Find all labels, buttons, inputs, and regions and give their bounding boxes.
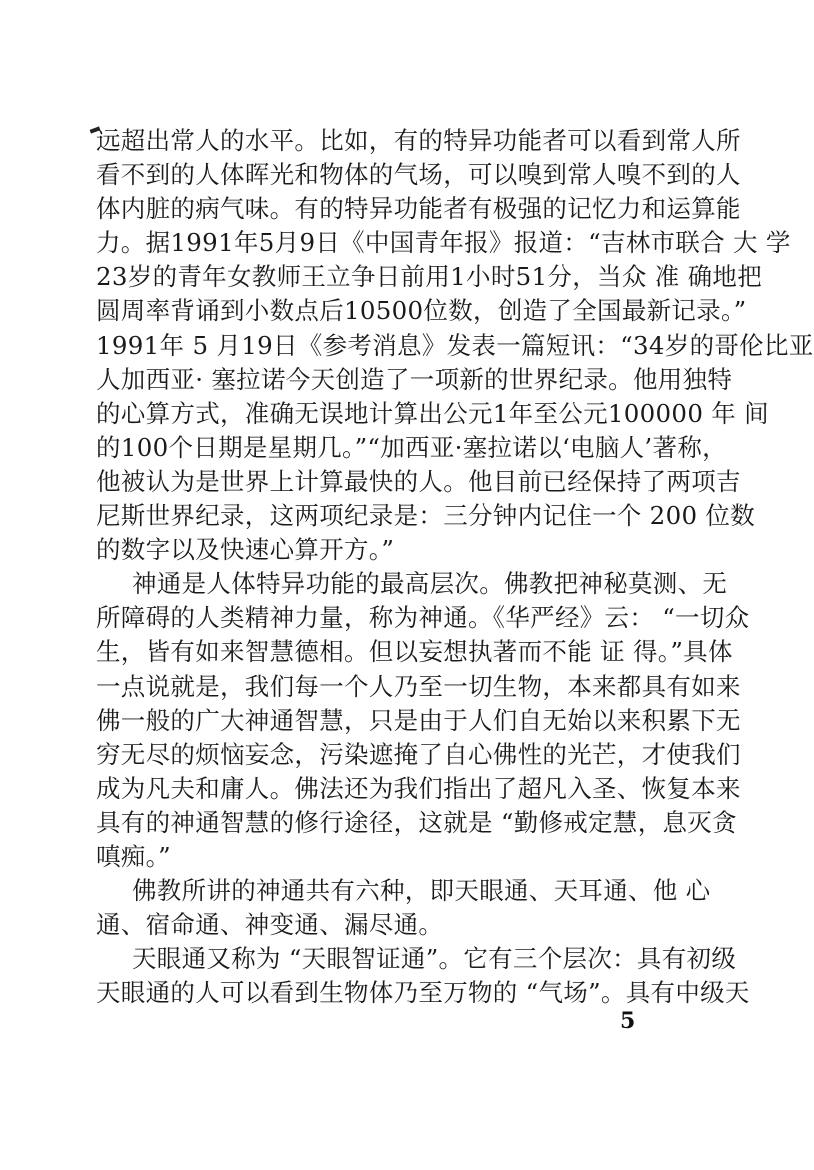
text-line: 具有的神通智慧的修行途径，这就是 “勤修戒定慧，息灭贪 (96, 807, 737, 837)
text-line: 圆周率背诵到小数点后10500位数，创造了全国最新记录。” (96, 296, 747, 326)
text-line: 人加西亚· 塞拉诺今天创造了一项新的世界纪录。他用独特 (96, 364, 733, 394)
text-line: 他被认为是世界上计算最快的人。他目前已经保持了两项吉 (96, 466, 741, 496)
text-line: 天眼通又称为 “天眼智证通”。它有三个层次：具有初级 (132, 944, 737, 974)
text-line: 神通是人体特异功能的最高层次。佛教把神秘莫测、无 (132, 569, 728, 599)
text-line: 23岁的青年女教师王立争日前用1小时51分，当众 准 确地把 (96, 262, 763, 292)
text-line: 生，皆有如来智慧德相。但以妄想执著而不能 证 得。”具体 (96, 637, 733, 667)
text-line: 通、宿命通、神变通、漏尽通。 (96, 910, 444, 940)
text-line: 佛教所讲的神通共有六种，即天眼通、天耳通、他 心 (132, 876, 711, 906)
text-line: 看不到的人体晖光和物体的气场，可以嗅到常人嗅不到的人 (96, 160, 741, 190)
page-body (96, 124, 814, 1010)
text-line: 体内脏的病气味。有的特异功能者有极强的记忆力和运算能 (96, 194, 741, 224)
text-line: 力。据1991年5月9日《中国青年报》报道：“吉林市联合 大 学 (96, 228, 791, 258)
text-line: 穷无尽的烦恼妄念，污染遮掩了自心佛性的光芒，才使我们 (96, 739, 741, 769)
text-line: 嗔痴。” (96, 841, 171, 871)
text-line: 远超出常人的水平。比如，有的特异功能者可以看到常人所 (96, 126, 741, 155)
text-line: 成为凡夫和庸人。佛法还为我们指出了超凡入圣、恢复本来 (96, 773, 741, 803)
text-line: 的数字以及快速心算开方。” (96, 535, 395, 565)
text-line: 所障碍的人类精神力量，称为神通。《华严经》云： “一切众 (96, 603, 750, 633)
page-number: 5 (620, 1008, 636, 1034)
text-line: 的100个日期是星期几。”“加西亚·塞拉诺以‘电脑人’著称， (96, 432, 727, 462)
text-line: 尼斯世界纪录，这两项纪录是：三分钟内记住一个 200 位数 (96, 501, 756, 531)
text-line: 一点说就是，我们每一个人乃至一切生物，本来都具有如来 (96, 671, 741, 701)
text-line: 天眼通的人可以看到生物体乃至万物的 “气场”。具有中级天 (96, 978, 750, 1008)
text-line: 1991年 5 月19日《参考消息》发表一篇短讯：“34岁的哥伦比亚 (96, 330, 814, 360)
text-line: 佛一般的广大神通智慧，只是由于人们自无始以来积累下无 (96, 705, 741, 735)
text-line: 的心算方式，准确无误地计算出公元1年至公元100000 年 间 (96, 398, 769, 428)
